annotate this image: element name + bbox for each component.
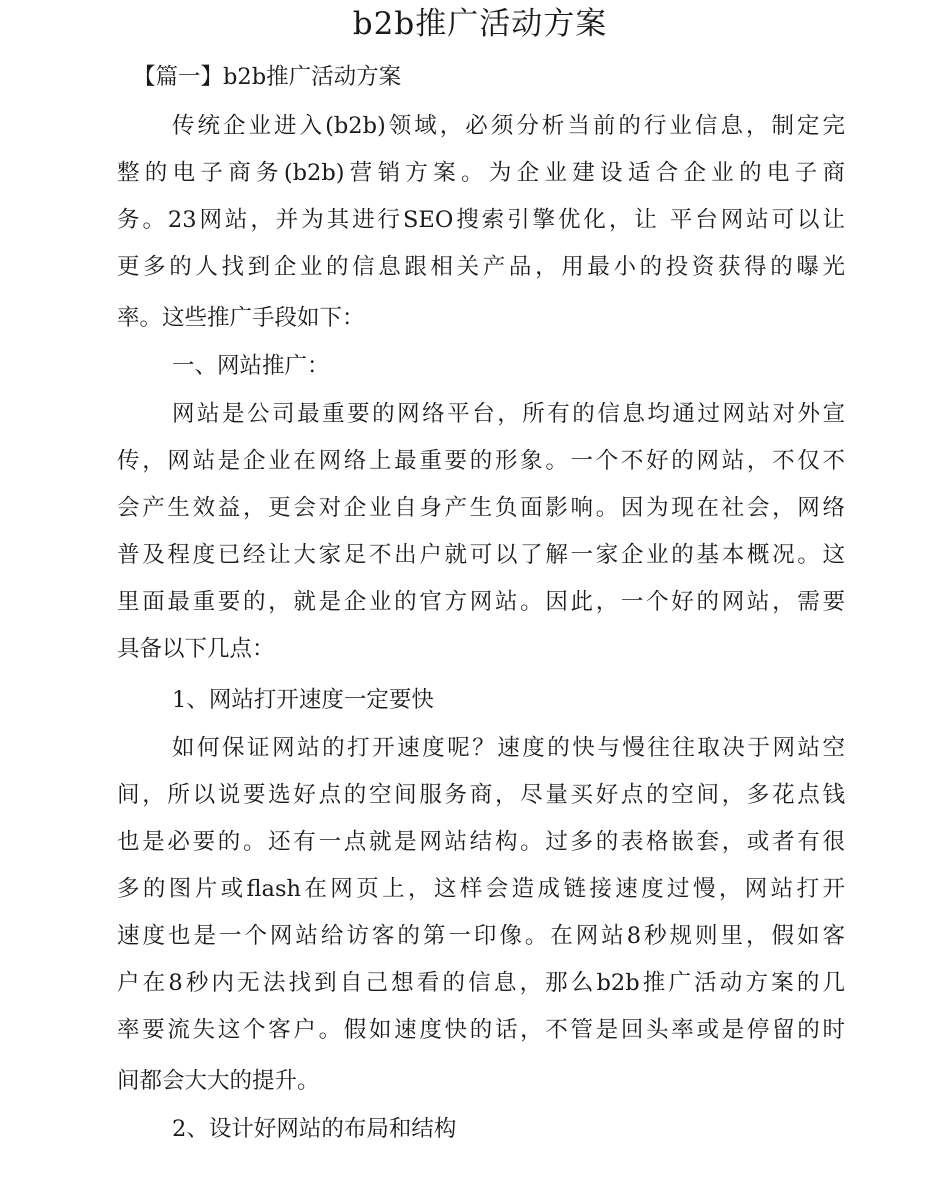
paragraph-line: 间，所以说要选好点的空间服务商，尽量买好点的空间，多花点钱 [117,782,845,808]
paragraph-line: 传统企业进入(b2b)领域，必须分析当前的行业信息，制定完 [172,113,845,139]
point-heading: 2、设计好网站的布局和结构 [172,1116,457,1142]
paragraph-line: 也是必要的。还有一点就是网站结构。过多的表格嵌套，或者有很 [117,829,845,855]
paragraph-line: 里面最重要的，就是企业的官方网站。因此，一个好的网站，需要 [117,589,845,615]
paragraph-line: 务。23网站，并为其进行SEO搜索引擎优化，让 平台网站可以让 [117,207,845,233]
subheading-website-promotion: 一、网站推广： [172,353,330,379]
paragraph-line: 传，网站是企业在网络上最重要的形象。一个不好的网站，不仅不 [117,448,845,474]
paragraph-line: 会产生效益，更会对企业自身产生负面影响。因为现在社会，网络 [117,495,845,521]
paragraph-line: 更多的人找到企业的信息跟相关产品，用最小的投资获得的曝光 [117,254,845,280]
paragraph-line: 整的电子商务(b2b)营销方案。为企业建设适合企业的电子商 [117,160,845,186]
document-title: b2b推广活动方案 [352,6,608,42]
paragraph-line: 普及程度已经让大家足不出户就可以了解一家企业的基本概况。这 [117,542,845,568]
point-heading: 1、网站打开速度一定要快 [172,687,434,713]
paragraph-line: 户在8秒内无法找到自己想看的信息，那么b2b推广活动方案的几 [117,970,845,996]
paragraph-line: 率要流失这个客户。假如速度快的话，不管是回头率或是停留的时 [117,1017,845,1043]
paragraph-line: 率。这些推广手段如下： [117,305,365,331]
paragraph-line: 速度也是一个网站给访客的第一印像。在网站8秒规则里，假如客 [117,923,845,949]
paragraph-line: 间都会大大的提升。 [117,1068,320,1094]
paragraph-line: 具备以下几点： [117,636,275,662]
paragraph-line: 如何保证网站的打开速度呢？速度的快与慢往往取决于网站空 [172,735,845,761]
paragraph-line: 多的图片或flash在网页上，这样会造成链接速度过慢，网站打开 [117,876,845,902]
paragraph-line: 网站是公司最重要的网络平台，所有的信息均通过网站对外宣 [172,401,845,427]
section-heading: 【篇一】b2b推广活动方案 [133,64,402,90]
